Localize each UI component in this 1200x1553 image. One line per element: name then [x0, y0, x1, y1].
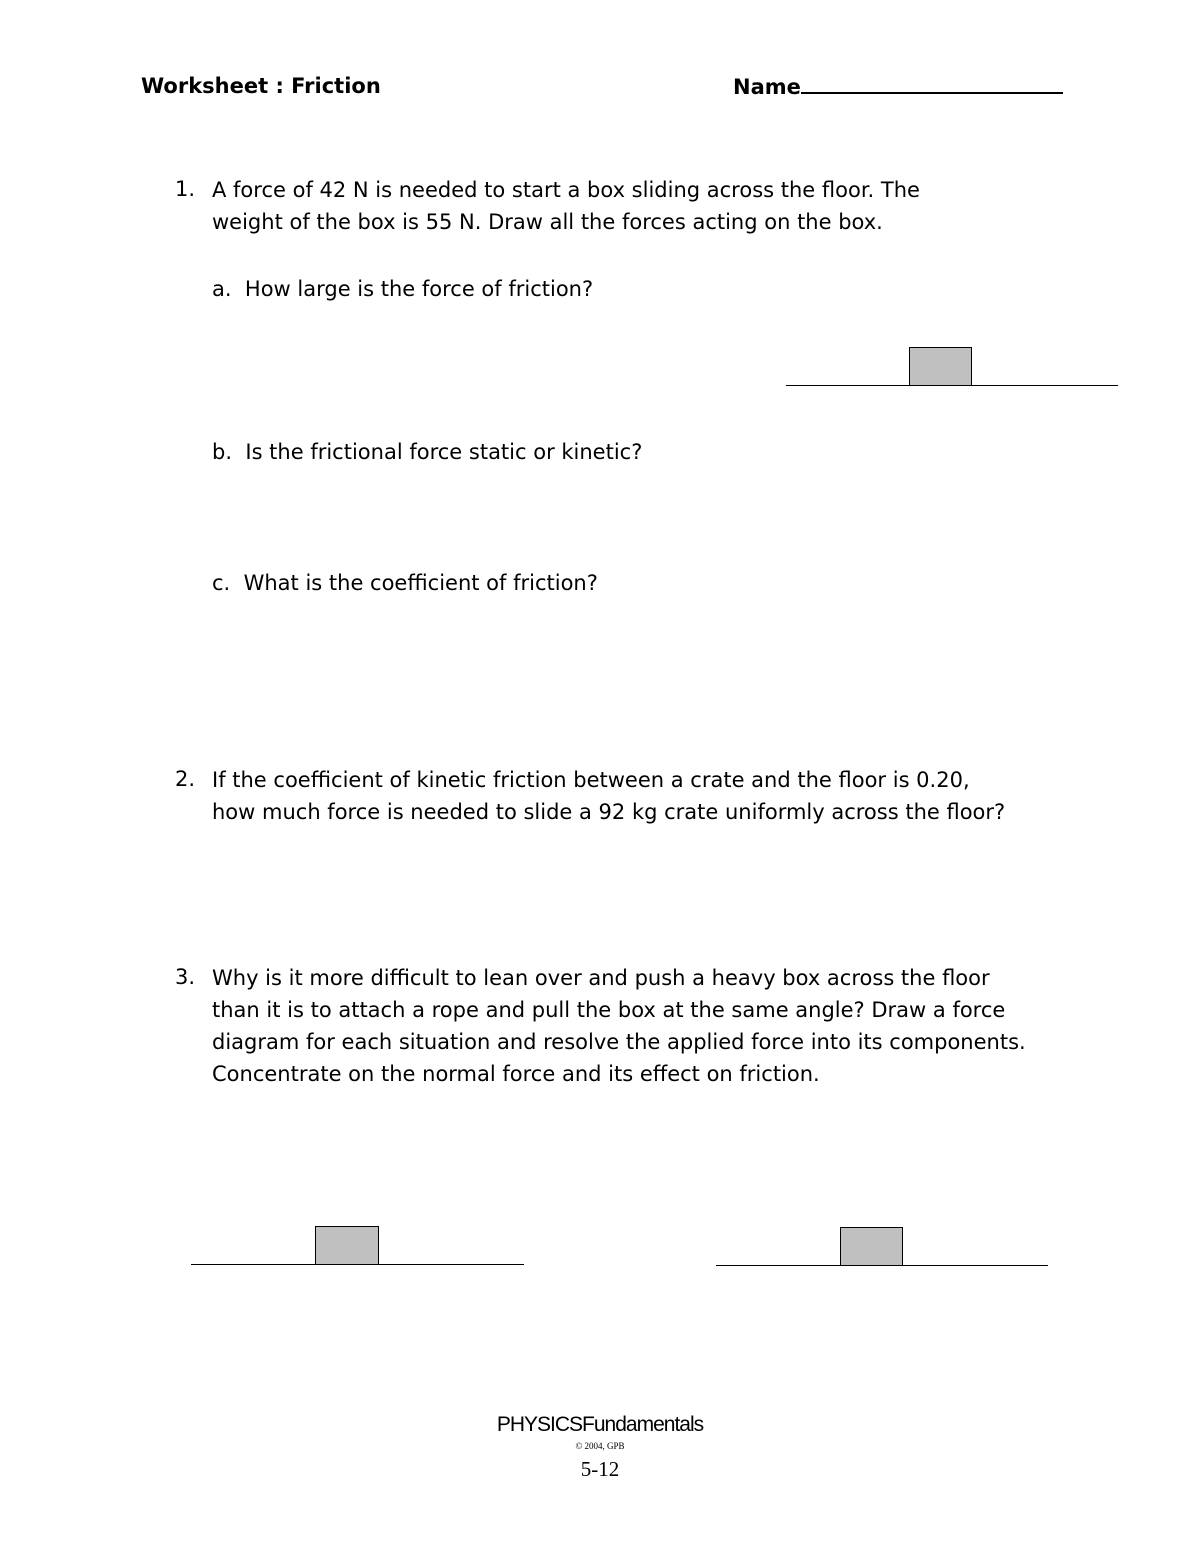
question-1c-letter: c.: [212, 571, 231, 595]
question-1c: [212, 571, 598, 595]
page-number: 5-12: [580, 1457, 620, 1481]
question-1b-text: Is the frictional force static or kinetic?: [245, 440, 643, 464]
footer-copyright: © 2004, GPB: [575, 1441, 625, 1451]
question-3-line-2: than it is to attach a rope and pull the box at the same angle? Draw a force: [212, 998, 1006, 1022]
name-blank-line[interactable]: [801, 74, 1063, 94]
question-2-number: 2.: [175, 767, 196, 791]
box-q3-push: [315, 1226, 379, 1265]
box-q3-pull: [840, 1227, 903, 1266]
question-2-line-2: how much force is needed to slide a 92 kg crate uniformly across the floor?: [212, 800, 1006, 824]
name-field[interactable]: [733, 74, 1063, 99]
question-2-line-1: If the coefficient of kinetic friction between a crate and the floor is 0.20,: [212, 768, 970, 792]
question-1b: [212, 440, 642, 464]
question-1a-text: How large is the force of friction?: [244, 277, 594, 301]
question-3-line-3: diagram for each situation and resolve the applied force into its components.: [212, 1030, 1026, 1054]
question-3-number: 3.: [175, 965, 196, 989]
question-1c-text: What is the coefficient of friction?: [243, 571, 598, 595]
question-1-text: [212, 174, 1092, 238]
question-1-line-1: A force of 42 N is needed to start a box sliding across the floor. The: [212, 178, 920, 202]
question-2-text: [212, 764, 1092, 828]
name-label: Name: [733, 75, 801, 99]
question-3-line-1: Why is it more difficult to lean over and push a heavy box across the floor: [212, 966, 990, 990]
question-3-text: [212, 962, 1092, 1090]
question-1-number: 1.: [175, 177, 196, 201]
question-1a: [212, 277, 593, 301]
question-1b-letter: b.: [212, 440, 233, 464]
question-3-line-4: Concentrate on the normal force and its effect on friction.: [212, 1062, 820, 1086]
question-1a-letter: a.: [212, 277, 232, 301]
question-1-line-2: weight of the box is 55 N. Draw all the forces acting on the box.: [212, 210, 883, 234]
footer-brand: PHYSICSFundamentals: [496, 1413, 704, 1436]
worksheet-title: Worksheet : Friction: [141, 74, 381, 98]
box-q1: [909, 347, 972, 386]
